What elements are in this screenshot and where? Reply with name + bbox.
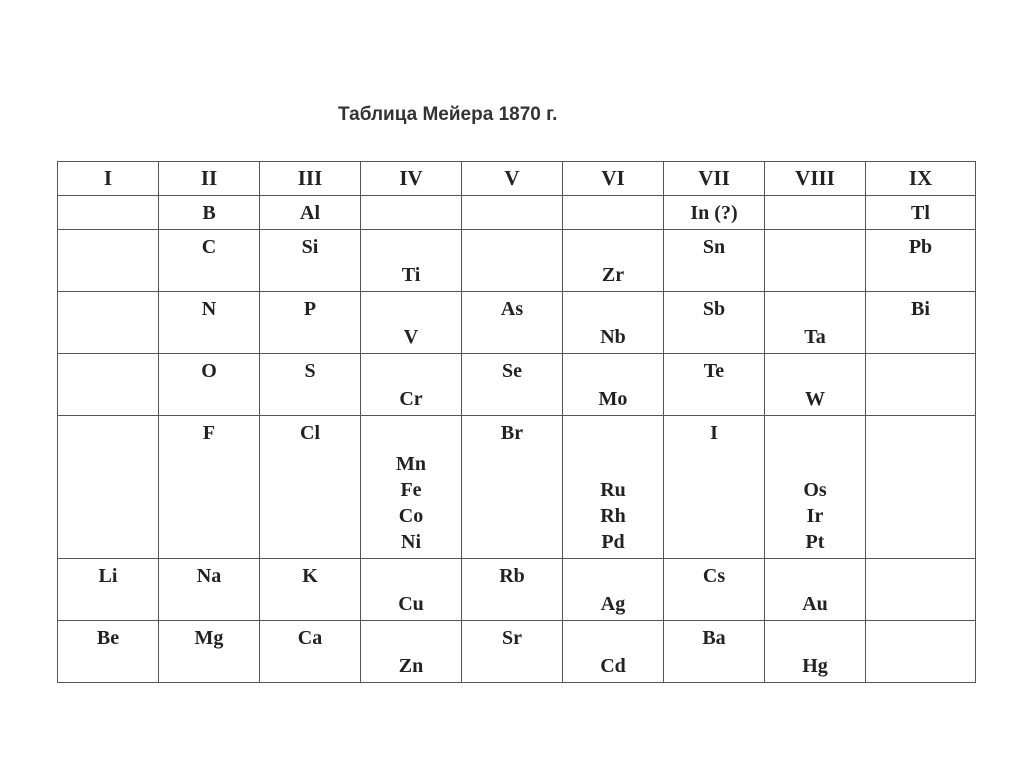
table-cell (361, 196, 462, 230)
table-cell (563, 230, 664, 292)
group-header: V (462, 162, 563, 196)
element-symbol: Nb (600, 326, 626, 348)
element-symbol: Ba (702, 627, 726, 649)
table-row (58, 230, 976, 292)
table-cell (58, 196, 159, 230)
table-cell (159, 621, 260, 683)
table-row (58, 292, 976, 354)
element-symbol: Cu (398, 593, 424, 615)
table-cell (462, 196, 563, 230)
table-body (58, 196, 976, 683)
group-header: III (260, 162, 361, 196)
table-cell (664, 292, 765, 354)
table-cell (765, 292, 866, 354)
table-cell (866, 416, 976, 559)
table-cell (563, 621, 664, 683)
element-symbol: Ir (806, 505, 824, 527)
group-header: II (159, 162, 260, 196)
element-symbol: N (201, 298, 217, 320)
table-cell (664, 416, 765, 559)
table-row (58, 621, 976, 683)
element-symbol: P (303, 298, 317, 320)
table-cell (765, 196, 866, 230)
element-symbol: W (805, 388, 825, 410)
element-symbol: Si (301, 236, 319, 258)
element-symbol: Bi (911, 298, 930, 320)
group-header: VIII (765, 162, 866, 196)
element-symbol: Ni (401, 531, 421, 553)
group-header: IV (361, 162, 462, 196)
table-cell (260, 354, 361, 416)
table-cell (260, 416, 361, 559)
table-cell (58, 292, 159, 354)
element-symbol: Cs (702, 565, 726, 587)
element-symbol: Cl (300, 422, 320, 444)
element-symbol: Ag (600, 593, 626, 615)
element-symbol: K (302, 565, 318, 587)
element-symbol: Mo (598, 388, 628, 410)
element-symbol: Pd (601, 531, 625, 553)
element-symbol: Na (196, 565, 222, 587)
table-cell (866, 292, 976, 354)
element-symbol: Se (502, 360, 522, 382)
table-cell (462, 230, 563, 292)
element-symbol: Zn (398, 655, 424, 677)
element-symbol: Rh (600, 505, 626, 527)
table-cell (866, 230, 976, 292)
table-cell (58, 230, 159, 292)
header-row (58, 162, 976, 196)
table-cell (664, 196, 765, 230)
table-row (58, 354, 976, 416)
group-header: VI (563, 162, 664, 196)
element-symbol: Hg (802, 655, 828, 677)
table-cell (260, 230, 361, 292)
table-cell (462, 354, 563, 416)
meyer-periodic-table (57, 161, 976, 683)
element-symbol: Te (703, 360, 725, 382)
element-symbol: Mn (396, 453, 426, 475)
table-cell (260, 292, 361, 354)
table-cell (58, 416, 159, 559)
table-cell (361, 416, 462, 559)
element-symbol: Os (803, 479, 827, 501)
element-symbol: Pt (805, 531, 825, 553)
table-cell (260, 621, 361, 683)
table-title: Таблица Мейера 1870 г. (338, 104, 558, 125)
table-cell (866, 559, 976, 621)
table-cell (563, 354, 664, 416)
table-cell (159, 416, 260, 559)
element-symbol: Au (802, 593, 828, 615)
table-cell (664, 621, 765, 683)
table-cell (159, 196, 260, 230)
table-cell (563, 196, 664, 230)
element-symbol: Ta (804, 326, 826, 348)
table-cell (260, 559, 361, 621)
table-cell (563, 416, 664, 559)
table-cell (765, 416, 866, 559)
element-symbol: B (202, 202, 216, 224)
element-symbol: I (710, 422, 718, 444)
element-symbol: Cd (600, 655, 626, 677)
element-symbol: Pb (908, 236, 933, 258)
table-cell (563, 292, 664, 354)
element-symbol: Ti (401, 264, 421, 286)
element-symbol: Br (500, 422, 524, 444)
element-symbol: S (304, 360, 316, 382)
table-cell (664, 230, 765, 292)
table-cell (462, 416, 563, 559)
element-symbol: Ca (297, 627, 323, 649)
element-symbol: Li (98, 565, 118, 587)
element-symbol: Zr (601, 264, 625, 286)
table-cell (361, 621, 462, 683)
table-row (58, 559, 976, 621)
table-cell (462, 292, 563, 354)
element-symbol: Fe (400, 479, 422, 501)
element-symbol: Tl (911, 202, 930, 224)
table-cell (159, 354, 260, 416)
table-cell (664, 559, 765, 621)
table-cell (765, 354, 866, 416)
table-cell (462, 559, 563, 621)
table-cell (765, 559, 866, 621)
table-cell (664, 354, 765, 416)
element-symbol: Sn (702, 236, 726, 258)
element-symbol: In (?) (690, 202, 738, 224)
table-cell (765, 230, 866, 292)
table-cell (159, 559, 260, 621)
table-cell (866, 621, 976, 683)
element-symbol: Sr (502, 627, 522, 649)
table-cell (866, 354, 976, 416)
group-header: IX (866, 162, 976, 196)
element-symbol: F (202, 422, 216, 444)
table-cell (159, 292, 260, 354)
element-symbol: Mg (194, 627, 224, 649)
table-cell (765, 621, 866, 683)
table-cell (58, 354, 159, 416)
table-cell (361, 354, 462, 416)
table-cell (260, 196, 361, 230)
element-symbol: Cr (399, 388, 423, 410)
element-symbol: Rb (499, 565, 525, 587)
table-cell (361, 230, 462, 292)
element-symbol: V (403, 326, 419, 348)
table-cell (361, 559, 462, 621)
table-cell (563, 559, 664, 621)
table-cell (159, 230, 260, 292)
element-symbol: Sb (702, 298, 726, 320)
table-cell (58, 621, 159, 683)
table-row (58, 416, 976, 559)
element-symbol: O (201, 360, 217, 382)
element-symbol: As (500, 298, 524, 320)
group-header: VII (664, 162, 765, 196)
table-row (58, 196, 976, 230)
element-symbol: Co (398, 505, 424, 527)
group-header: I (58, 162, 159, 196)
element-symbol: Be (96, 627, 120, 649)
element-symbol: Al (300, 202, 320, 224)
table-cell (866, 196, 976, 230)
element-symbol: Ru (600, 479, 626, 501)
element-symbol: C (201, 236, 217, 258)
table-cell (462, 621, 563, 683)
table-cell (58, 559, 159, 621)
table-cell (361, 292, 462, 354)
